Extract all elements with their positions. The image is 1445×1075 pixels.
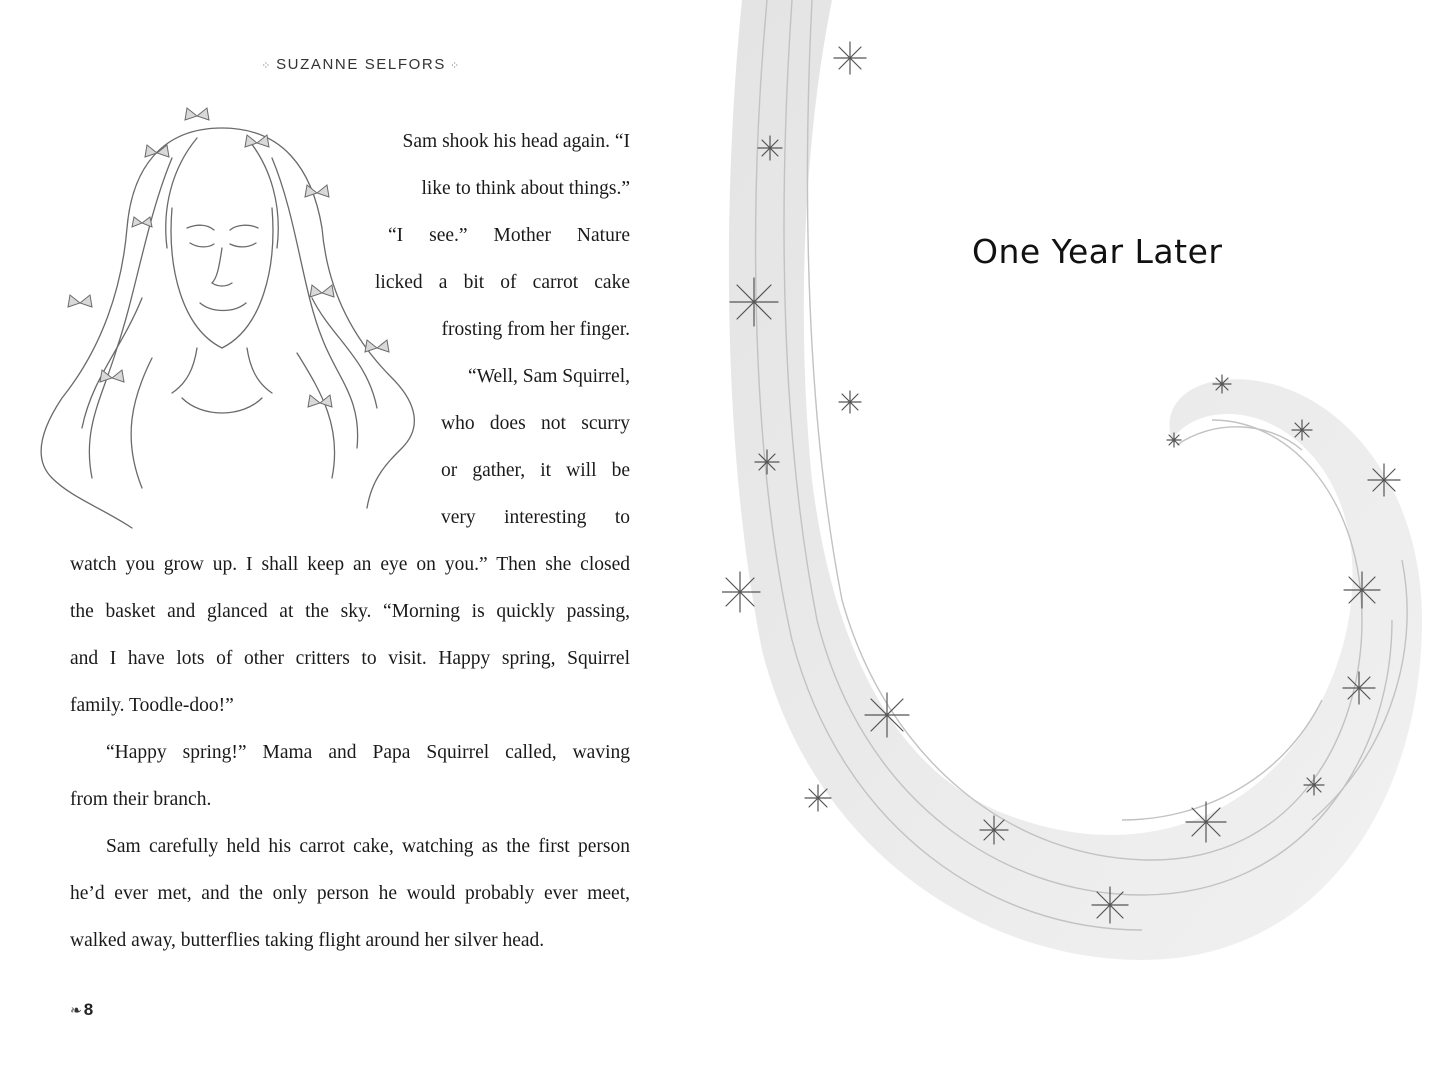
- text-line: and I have lots of other critters to visit. Happy spring, Squirrel: [70, 648, 630, 669]
- text-line: licked a bit of carrot cake: [375, 272, 630, 293]
- page-number-value: 8: [83, 1000, 94, 1019]
- text-line: “Happy spring!” Mama and Papa Squirrel called, waving: [106, 742, 630, 763]
- text-line: “I see.” Mother Nature: [388, 225, 630, 246]
- text-line: walked away, butterflies taking flight around her silver head.: [70, 930, 545, 951]
- text-line: watch you grow up. I shall keep an eye on you.” Then she closed: [70, 554, 630, 575]
- text-line: he’d ever met, and the only person he would probably ever meet,: [70, 883, 630, 904]
- author-name: SUZANNE SELFORS: [276, 56, 446, 73]
- chapter-title: One Year Later: [972, 232, 1223, 271]
- right-page: [722, 0, 1445, 1075]
- text-line: family. Toodle-doo!”: [70, 695, 234, 716]
- text-line: frosting from her finger.: [441, 319, 630, 340]
- text-line: or gather, it will be: [441, 460, 630, 481]
- body-text: [70, 118, 630, 964]
- text-line: “Well, Sam Squirrel,: [468, 366, 630, 387]
- ornament-left-icon: ⁘: [261, 60, 273, 72]
- text-line: Sam carefully held his carrot cake, watching as the first person: [106, 836, 630, 857]
- text-line: like to think about things.”: [421, 178, 630, 199]
- text-line: very interesting to: [441, 507, 630, 528]
- text-line: Sam shook his head again. “I: [402, 131, 630, 152]
- snow-swirl-illustration: [722, 0, 1445, 1075]
- running-head: [0, 56, 722, 73]
- text-line: the basket and glanced at the sky. “Morning is quickly passing,: [70, 601, 630, 622]
- text-line: from their branch.: [70, 789, 212, 810]
- text-line: who does not scurry: [441, 413, 630, 434]
- page-number: [70, 1000, 93, 1020]
- left-page: [0, 0, 722, 1075]
- ornament-right-icon: ⁘: [449, 60, 461, 72]
- leaf-icon: ❧: [70, 1002, 82, 1018]
